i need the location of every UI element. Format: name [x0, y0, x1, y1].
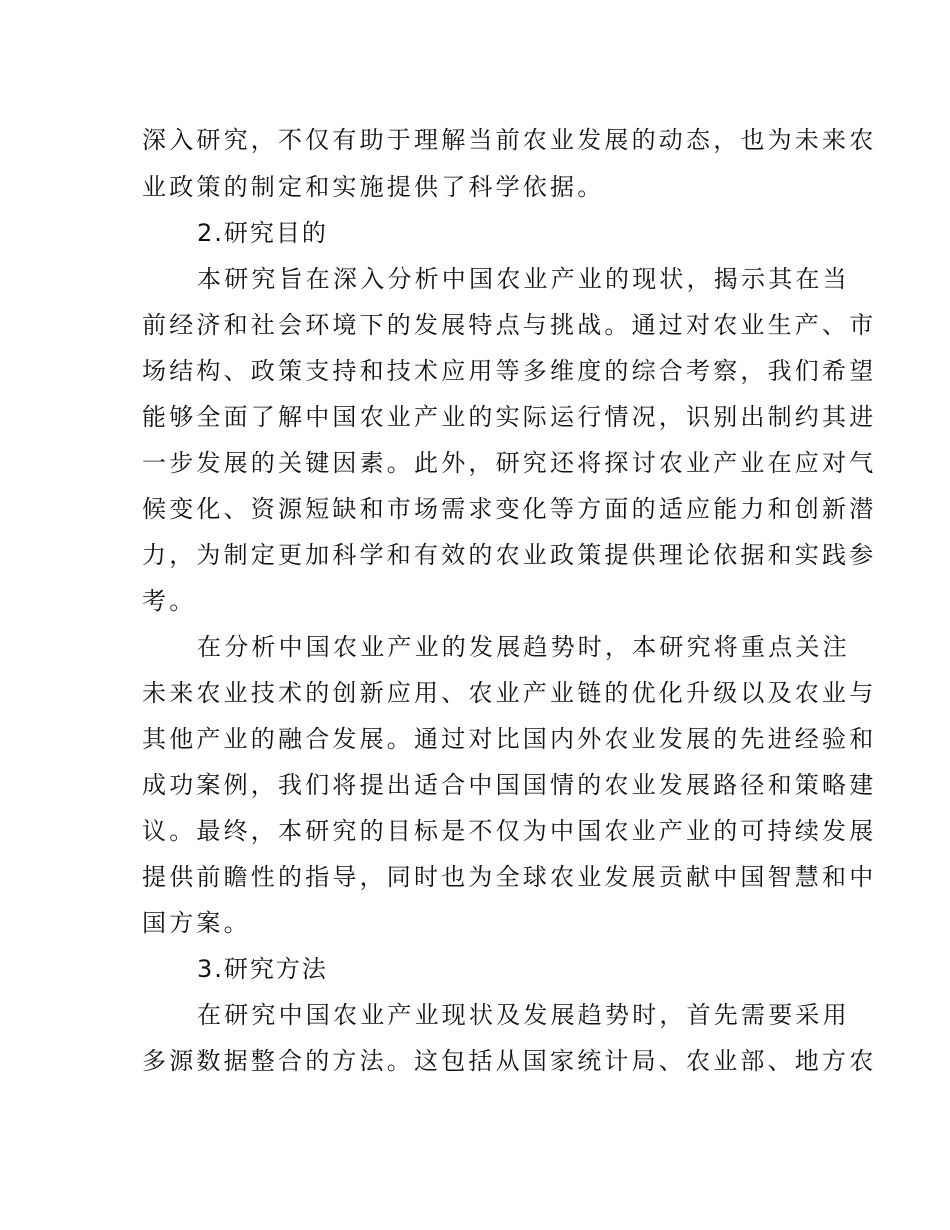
section-heading-research-methods: 3.研究方法	[197, 955, 328, 983]
paragraph-line: 其他产业的融合发展。通过对比国内外农业发展的先进经验和	[142, 725, 877, 753]
paragraph-line: 前经济和社会环境下的发展特点与挑战。通过对农业生产、市	[142, 311, 877, 339]
paragraph-line: 业政策的制定和实施提供了科学依据。	[142, 173, 605, 201]
paragraph-line: 多源数据整合的方法。这包括从国家统计局、农业部、地方农	[142, 1047, 877, 1075]
paragraph-line: 一步发展的关键因素。此外，研究还将探讨农业产业在应对气	[142, 449, 877, 477]
section-heading-research-purpose: 2.研究目的	[197, 219, 328, 247]
paragraph-line: 考。	[142, 587, 197, 615]
paragraph-line: 在分析中国农业产业的发展趋势时，本研究将重点关注	[197, 633, 850, 661]
paragraph-line: 候变化、资源短缺和市场需求变化等方面的适应能力和创新潜	[142, 495, 877, 523]
paragraph-line: 力，为制定更加科学和有效的农业政策提供理论依据和实践参	[142, 541, 877, 569]
paragraph-line: 在研究中国农业产业现状及发展趋势时，首先需要采用	[197, 1001, 850, 1029]
paragraph-line: 提供前瞻性的指导，同时也为全球农业发展贡献中国智慧和中	[142, 863, 877, 891]
paragraph-line: 场结构、政策支持和技术应用等多维度的综合考察，我们希望	[142, 357, 877, 385]
paragraph-line: 议。最终，本研究的目标是不仅为中国农业产业的可持续发展	[142, 817, 877, 845]
paragraph-line: 成功案例，我们将提出适合中国国情的农业发展路径和策略建	[142, 771, 877, 799]
paragraph-line: 未来农业技术的创新应用、农业产业链的优化升级以及农业与	[142, 679, 877, 707]
paragraph-line: 国方案。	[142, 909, 251, 937]
paragraph-line: 深入研究，不仅有助于理解当前农业发展的动态，也为未来农	[142, 126, 877, 154]
paragraph-line: 能够全面了解中国农业产业的实际运行情况，识别出制约其进	[142, 403, 877, 431]
paragraph-line: 本研究旨在深入分析中国农业产业的现状，揭示其在当	[197, 265, 850, 293]
